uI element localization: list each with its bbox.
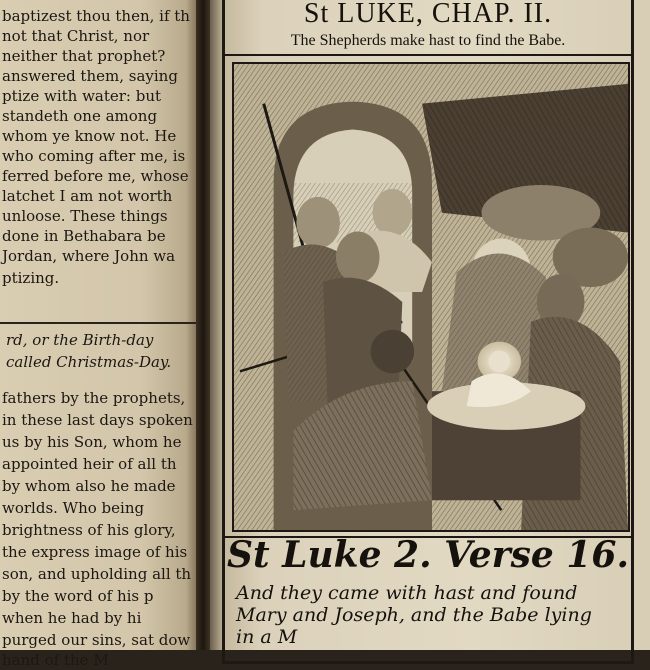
chapter-subtitle: The Shepherds make hast to find the Babe. (290, 32, 566, 49)
svg-text:·: · (610, 519, 613, 528)
chapter-title: St LUKE, CHAP. II. (303, 0, 553, 29)
header-divider (222, 54, 634, 56)
left-page-line: rd, or the Birth-day (6, 331, 154, 349)
left-page-line: neither that prophet? (2, 47, 166, 65)
left-page-line: whom ye know not. He (2, 127, 177, 145)
left-page-line: brightness of his glory, (2, 521, 176, 539)
verse-reference: St Luke 2. Verse 16. (227, 534, 629, 576)
left-page-line: worlds. Who being (2, 499, 145, 517)
left-page-line: not that Christ, nor (2, 27, 150, 45)
left-page-line: in these last days spoken (2, 411, 193, 429)
left-page-line: purged our sins, sat dow (2, 631, 191, 649)
left-page-line: latchet I am not worth (2, 187, 173, 205)
verse-line: Mary and Joseph, and the Babe lying (236, 604, 592, 626)
left-page-line: hand of the M (2, 651, 109, 669)
left-page-line: ptizing. (2, 269, 60, 287)
left-page-line: the express image of his (2, 543, 188, 561)
nativity-engraving (232, 62, 630, 532)
left-page-line: called Christmas-Day. (6, 353, 172, 371)
left-page-line: answered them, saying (2, 67, 178, 85)
left-page-text (0, 0, 193, 669)
left-page-line: done in Bethabara be (2, 227, 166, 245)
left-page (0, 0, 202, 669)
left-page-line: when he had by hi (2, 609, 142, 627)
verse-line: And they came with hast and found (236, 582, 578, 604)
left-page-line: us by his Son, whom he (2, 433, 182, 451)
left-page-line: by the word of his p (2, 587, 154, 605)
right-page (210, 0, 650, 650)
left-page-line: ptize with water: but (2, 87, 162, 105)
verse-text (236, 582, 636, 648)
verse-line: in a M (236, 626, 298, 648)
left-page-line: Jordan, where John wa (2, 247, 176, 265)
left-page-line: baptizest thou then, if th (2, 7, 190, 25)
left-page-line: by whom also he made (2, 477, 176, 495)
left-page-line: standeth one among (2, 107, 158, 125)
engraving-illustration (234, 64, 628, 530)
left-page-line: unloose. These things (2, 207, 168, 225)
left-page-line: fathers by the prophets, (2, 389, 186, 407)
left-page-line: son, and upholding all th (2, 565, 192, 583)
left-page-line: who coming after me, is (2, 147, 186, 165)
left-page-line: ferred before me, whose (2, 167, 189, 185)
section-divider (0, 322, 200, 324)
left-page-line: appointed heir of all th (2, 455, 177, 473)
